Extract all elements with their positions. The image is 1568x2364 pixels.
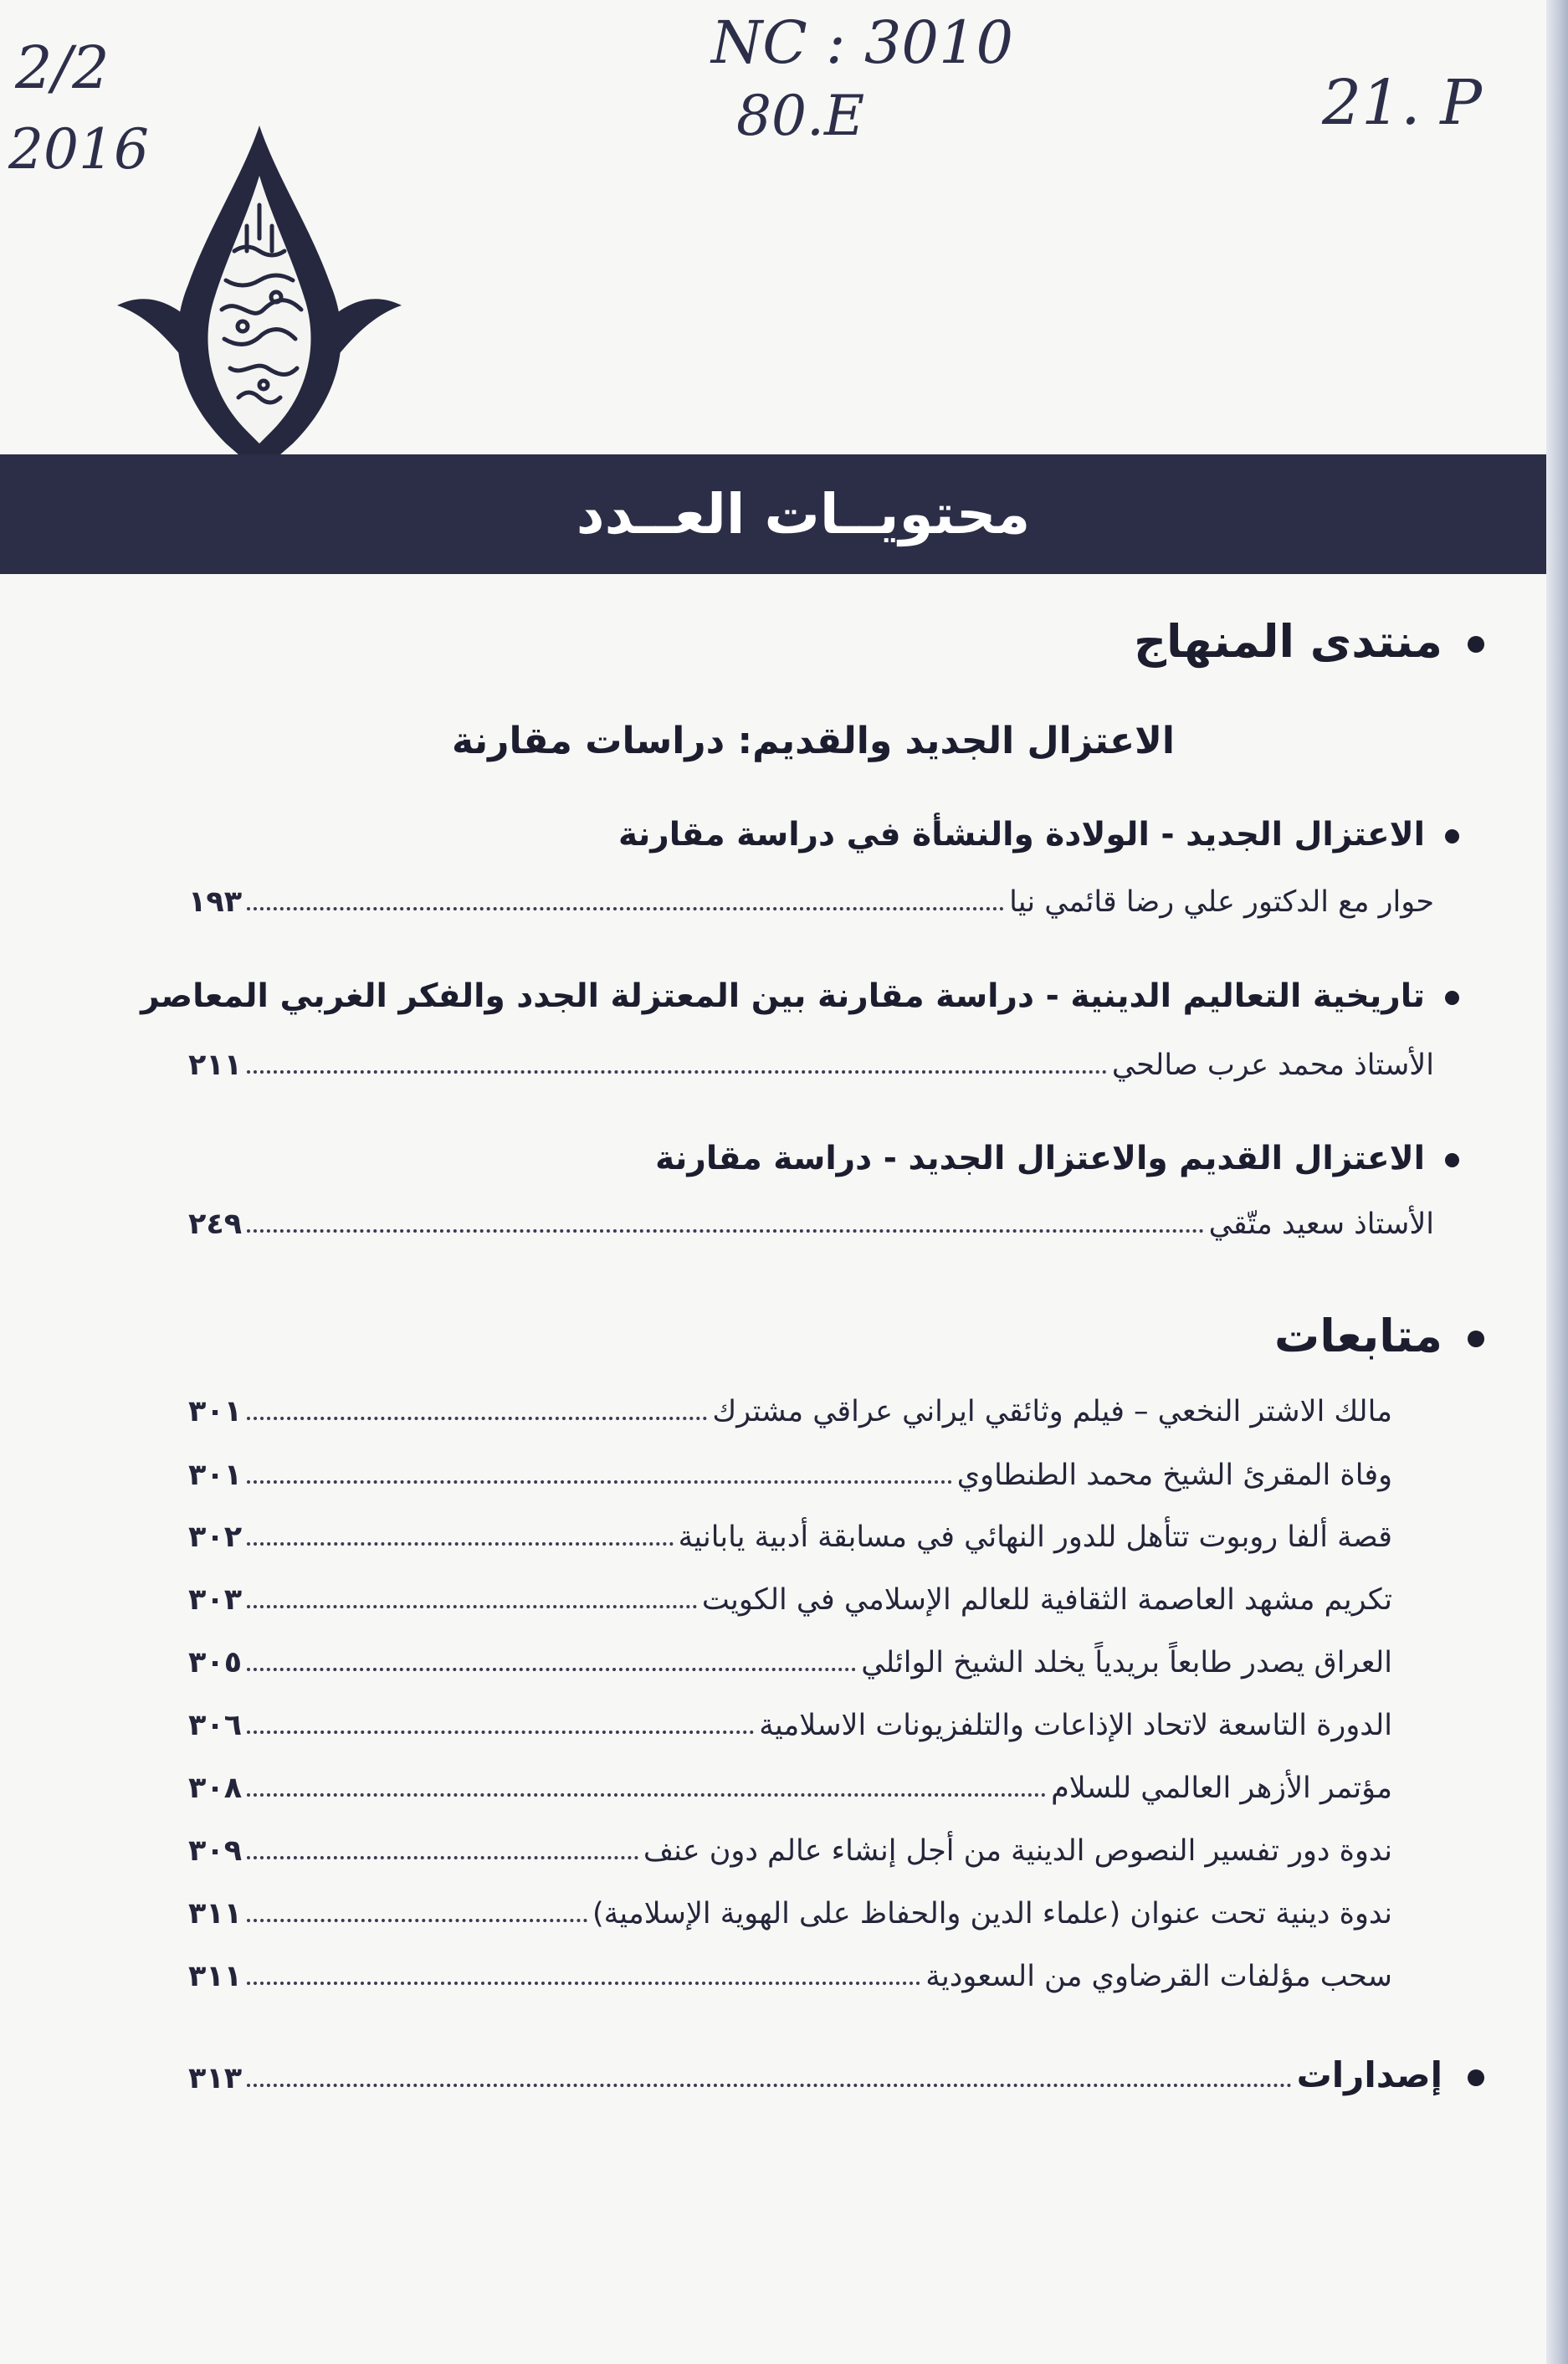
dot-leader: [247, 1229, 1204, 1233]
article-page-1: ١٩٣: [188, 885, 243, 919]
followup-title: العراق يصدر طابعاً بريدياً يخلد الشيخ الوائلي: [861, 1646, 1392, 1679]
article-author-row-2: [188, 1049, 1434, 1082]
dot-leader: [247, 1919, 587, 1922]
dot-leader: [247, 2084, 1291, 2087]
publications-page: ٣١٣: [188, 2062, 243, 2095]
followup-row: [188, 1520, 1392, 1554]
dot-leader: [247, 1856, 638, 1859]
handwritten-date-day: 2/2: [15, 33, 110, 102]
followup-page: ٣٠١: [188, 1459, 243, 1492]
section-heading-forum-label: منتدى المنهاج: [1134, 615, 1442, 668]
section-heading-followups-label: متابعات: [1273, 1310, 1442, 1362]
followup-title: تكريم مشهد العاصمة الثقافية للعالم الإسلامي في الكويت: [701, 1583, 1392, 1617]
followup-page: ٣٠١: [188, 1395, 243, 1428]
page-title: محتويــات العــدد: [576, 481, 1031, 546]
followup-page: ٣٠٩: [188, 1834, 243, 1868]
dot-leader: [247, 1982, 920, 1985]
calligraphy-emblem-logo: [109, 126, 410, 477]
followup-title: وفاة المقرئ الشيخ محمد الطنطاوي: [956, 1459, 1392, 1492]
followup-row: [188, 1395, 1392, 1428]
followup-row: [188, 1897, 1392, 1931]
followup-title: مؤتمر الأزهر العالمي للسلام: [1051, 1772, 1392, 1805]
article-author-2: الأستاذ محمد عرب صالحي: [1111, 1049, 1434, 1082]
article-title-2: [141, 977, 1459, 1015]
handwritten-volume-mark: 21. P: [1322, 67, 1482, 139]
dot-leader: [247, 1070, 1107, 1074]
followup-row: [188, 1646, 1392, 1679]
dot-leader: [247, 1731, 754, 1734]
followup-page: ٣١١: [188, 1897, 243, 1931]
followup-row: [188, 1960, 1392, 1993]
article-page-3: ٢٤٩: [188, 1208, 243, 1241]
followup-page: ٣١١: [188, 1960, 243, 1993]
section-heading-forum: [1134, 615, 1484, 668]
followup-row: [188, 1772, 1392, 1805]
followup-page: ٣٠٣: [188, 1583, 243, 1617]
article-author-row-1: [188, 885, 1434, 919]
section-heading-publications: [1297, 2054, 1484, 2095]
handwritten-shelf-code: 80.E: [736, 84, 865, 148]
dot-leader: [247, 1417, 707, 1420]
article-page-2: ٢١١: [188, 1049, 243, 1082]
handwritten-date-year: 2016: [8, 117, 149, 182]
page-spine-edge: [1546, 0, 1568, 2364]
article-title-1-label: الاعتزال الجديد - الولادة والنشأة في دراسة مقارنة: [618, 816, 1425, 854]
followup-row: [188, 1834, 1392, 1868]
followup-title: قصة ألفا روبوت تتأهل للدور النهائي في مسابقة أدبية يابانية: [678, 1520, 1392, 1554]
dot-leader: [247, 1668, 856, 1671]
dot-leader: [247, 907, 1004, 910]
followup-page: ٣٠٦: [188, 1709, 243, 1742]
bullet-icon: [1468, 636, 1484, 653]
followup-title: سحب مؤلفات القرضاوي من السعودية: [925, 1960, 1392, 1993]
article-author-3: الأستاذ سعيد متّقي: [1208, 1208, 1434, 1241]
followup-title: الدورة التاسعة لاتحاد الإذاعات والتلفزيونات الاسلامية: [759, 1709, 1392, 1742]
dot-leader: [247, 1542, 674, 1546]
followup-page: ٣٠٢: [188, 1520, 243, 1554]
followup-row: [188, 1583, 1392, 1617]
article-title-2-label: تاريخية التعاليم الدينية - دراسة مقارنة بين المعتزلة الجدد والفكر الغربي المعاصر: [141, 977, 1425, 1015]
bullet-icon: [1468, 2069, 1484, 2086]
section-heading-followups: [1274, 1310, 1484, 1362]
handwritten-call-number: NC : 3010: [711, 8, 1014, 77]
followup-title: مالك الاشتر النخعي – فيلم وثائقي ايراني عراقي مشترك: [712, 1395, 1392, 1428]
article-author-row-3: [188, 1208, 1434, 1241]
dot-leader: [247, 1793, 1046, 1797]
followup-title: ندوة دينية تحت عنوان (علماء الدين والحفاظ على الهوية الإسلامية): [592, 1897, 1392, 1931]
article-title-3-label: الاعتزال القديم والاعتزال الجديد - دراسة مقارنة: [655, 1140, 1425, 1177]
dot-leader: [247, 1480, 952, 1484]
article-author-1: حوار مع الدكتور علي رضا قائمي نيا: [1009, 885, 1434, 919]
dot-leader: [247, 1605, 697, 1608]
bullet-icon: [1445, 1153, 1459, 1167]
section-row-publications: [188, 2054, 1484, 2095]
article-title-3: [655, 1140, 1459, 1177]
forum-subtitle: الاعتزال الجديد والقديم: دراسات مقارنة: [451, 720, 1175, 762]
followup-page: ٣٠٥: [188, 1646, 243, 1679]
followup-title: ندوة دور تفسير النصوص الدينية من أجل إنشاء عالم دون عنف: [643, 1834, 1392, 1868]
followup-page: ٣٠٨: [188, 1772, 243, 1805]
followup-row: [188, 1709, 1392, 1742]
article-title-1: [618, 816, 1459, 854]
bullet-icon: [1445, 991, 1459, 1005]
followup-row: [188, 1459, 1392, 1492]
section-heading-publications-label: إصدارات: [1296, 2054, 1442, 2095]
bullet-icon: [1468, 1331, 1484, 1347]
bullet-icon: [1445, 829, 1459, 844]
